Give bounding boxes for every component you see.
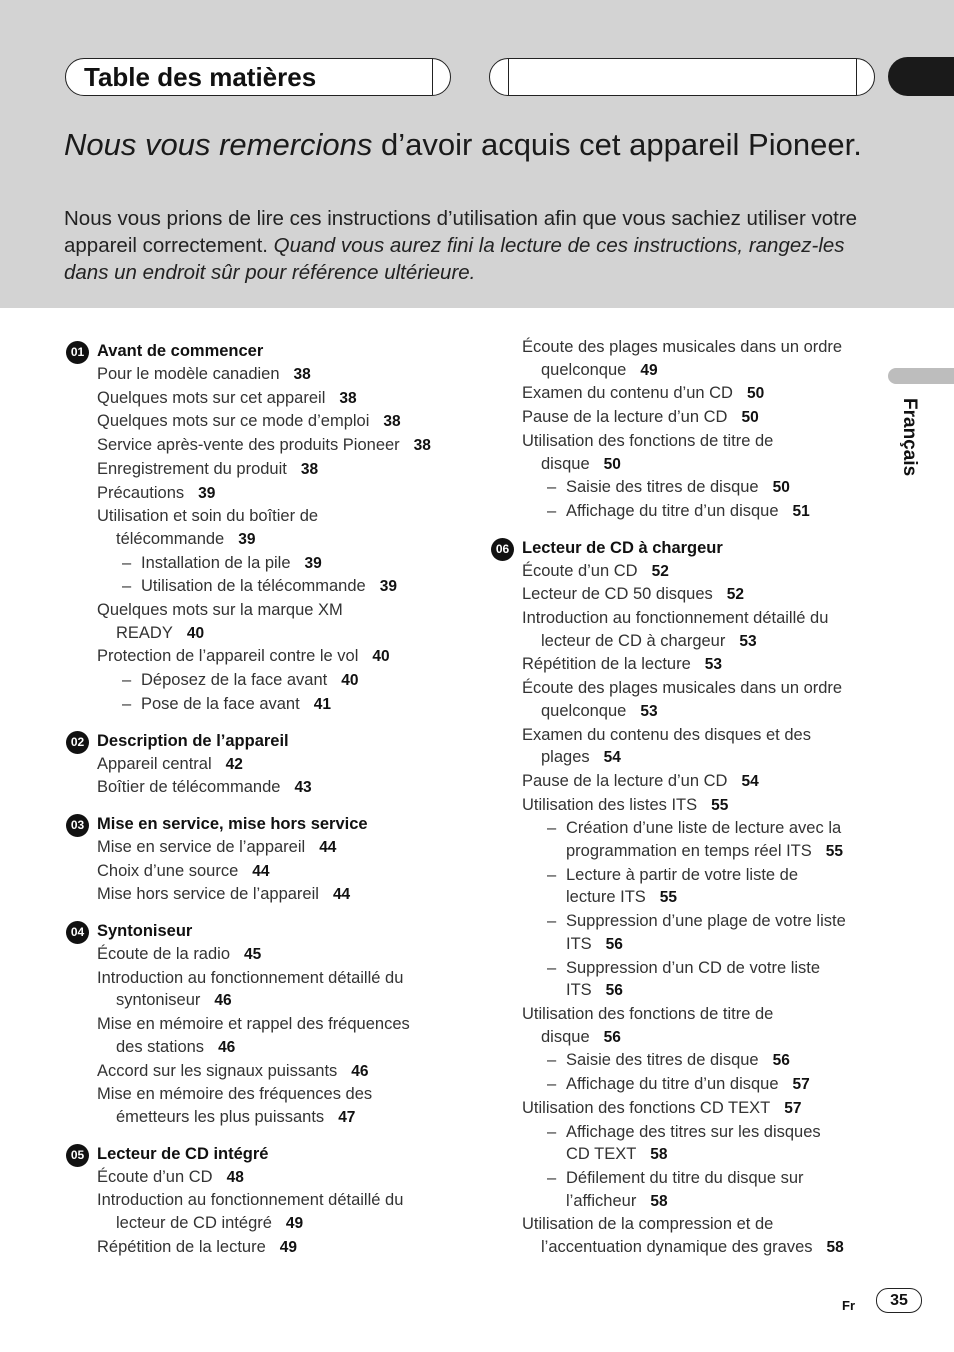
toc-left-column [66, 340, 466, 1273]
toc-entry[interactable] [491, 724, 881, 770]
section-title: Description de l’appareil [97, 731, 289, 750]
entry-continuation-line [522, 700, 881, 724]
entry-text: Création d’une liste de lecture avec la [566, 819, 842, 838]
intro-paragraph [64, 205, 884, 286]
empty-title-box [489, 58, 875, 96]
toc-subentry[interactable] [491, 817, 881, 863]
toc-subentry[interactable] [491, 500, 881, 524]
toc-entry[interactable] [491, 406, 881, 430]
entry-continuation: quelconque [541, 701, 627, 720]
toc-section [66, 813, 466, 907]
toc-entry[interactable] [66, 967, 466, 1013]
entry-text: Répétition de la lecture [522, 655, 691, 674]
entry-continuation: READY [116, 623, 173, 642]
entry-continuation-line [522, 746, 881, 770]
dash-marker: – [547, 501, 557, 520]
entry-body [546, 957, 881, 1003]
entry-text: Utilisation et soin du boîtier de [97, 507, 319, 526]
page-ref: 48 [226, 1168, 244, 1186]
entry-continuation: ITS [566, 981, 592, 1000]
entry-text: Installation de la pile [141, 553, 291, 572]
entry-text: Mise hors service de l’appareil [97, 885, 319, 904]
pill-divider [508, 59, 509, 95]
section-heading[interactable] [66, 813, 466, 836]
page-ref: 38 [300, 460, 319, 478]
toc-entry[interactable] [491, 794, 881, 818]
dash-marker: – [122, 694, 132, 713]
toc-entry[interactable] [66, 753, 466, 777]
toc-entry[interactable] [66, 883, 466, 907]
toc-section [66, 730, 466, 800]
toc-entry[interactable] [66, 860, 466, 884]
entry-text: Mise en mémoire des fréquences des [97, 1085, 373, 1104]
entry-text: Appareil central [97, 754, 212, 773]
entry-continuation: disque [541, 454, 590, 473]
section-number-badge: 02 [66, 731, 89, 754]
toc-entry[interactable] [66, 776, 466, 800]
section-heading[interactable] [66, 730, 466, 753]
entry-body [546, 817, 881, 863]
page-ref: 40 [186, 624, 205, 642]
entry-text: Saisie des titres de disque [566, 1051, 759, 1070]
entry-continuation: des stations [116, 1037, 205, 1056]
entry-continuation-line [97, 528, 466, 552]
page-ref: 49 [285, 1215, 304, 1233]
entry-text: Pour le modèle canadien [97, 365, 280, 383]
entry-continuation: disque [541, 1027, 590, 1046]
page-ref: 40 [372, 648, 390, 666]
page-ref: 44 [332, 886, 351, 904]
toc-entry[interactable] [491, 770, 881, 794]
page-ref: 43 [294, 779, 312, 797]
page-ref: 39 [304, 554, 322, 572]
page-ref: 40 [341, 672, 359, 690]
toc-entry[interactable] [66, 434, 466, 458]
page-ref: 39 [379, 578, 397, 596]
section-heading[interactable] [491, 537, 881, 560]
entry-text: Suppression d’un CD de votre liste [566, 958, 821, 977]
page-ref: 46 [218, 1038, 236, 1056]
section-heading[interactable] [66, 920, 466, 943]
entry-continuation: l’afficheur [566, 1191, 637, 1210]
dash-marker: – [547, 478, 557, 497]
page-ref: 58 [826, 1239, 844, 1257]
entry-continuation: émetteurs les plus puissants [116, 1107, 325, 1126]
toc-entry[interactable] [66, 599, 466, 645]
entry-continuation: quelconque [541, 360, 627, 379]
entry-continuation: programmation en temps réel ITS [566, 842, 812, 861]
headline-rest: d’avoir acquis cet appareil Pioneer. [372, 127, 862, 162]
entry-body [121, 669, 466, 693]
entry-text: Défilement du titre du disque sur [566, 1168, 804, 1187]
entry-continuation-line [97, 622, 466, 646]
entry-body [121, 552, 466, 576]
entry-body [546, 1167, 881, 1213]
toc-section [66, 920, 466, 1130]
page-ref: 50 [741, 409, 759, 427]
entry-text: Introduction au fonctionnement détaillé du [97, 968, 404, 987]
entry-body [546, 910, 881, 956]
toc-entry[interactable] [491, 583, 881, 607]
entry-continuation-line [522, 453, 881, 477]
toc-entry[interactable] [66, 1166, 466, 1190]
page-ref: 50 [603, 455, 621, 473]
page-ref: 50 [746, 385, 765, 403]
section-heading[interactable] [66, 340, 466, 363]
entry-continuation: syntoniseur [116, 991, 201, 1010]
entry-continuation-line [97, 1106, 466, 1130]
entry-body [546, 1049, 881, 1073]
toc-entry[interactable] [491, 677, 881, 723]
entry-text: Quelques mots sur cet appareil [97, 388, 326, 407]
page-ref: 42 [225, 755, 243, 773]
section-number-badge: 01 [66, 341, 89, 364]
entry-text: Affichage des titres sur les disques [566, 1122, 821, 1141]
entry-text: Pause de la lecture d’un CD [522, 408, 728, 427]
toc-section [491, 336, 881, 524]
entry-text: Écoute de la radio [97, 945, 231, 964]
page-ref: 57 [784, 1099, 802, 1117]
section-title: Lecteur de CD intégré [97, 1144, 269, 1163]
dash-marker: – [547, 958, 557, 977]
toc-subentry[interactable] [66, 552, 466, 576]
entry-text: Boîtier de télécommande [97, 778, 281, 797]
toc-subentry[interactable] [66, 693, 466, 717]
entry-text: Utilisation de la télécommande [141, 577, 366, 596]
entry-text: Écoute des plages musicales dans un ordre [522, 338, 843, 356]
entry-text: Protection de l’appareil contre le vol [97, 647, 359, 666]
section-number-badge: 03 [66, 814, 89, 837]
toc-right-column [491, 336, 881, 1273]
toc-subentry[interactable] [491, 1167, 881, 1213]
intro-plain: Nous vous prions de lire ces instructions d’utilisation afin que vous sachiez utiliser votre appareil correctement. [64, 207, 858, 257]
entry-continuation-line [97, 1036, 466, 1060]
section-number-badge: 04 [66, 921, 89, 944]
section-title: Syntoniseur [97, 922, 193, 941]
toc-entry[interactable] [491, 1003, 881, 1049]
toc-entry[interactable] [491, 430, 881, 476]
entry-text: Saisie des titres de disque [566, 478, 759, 497]
entry-text: Quelques mots sur la marque XM [97, 601, 343, 620]
dash-marker: – [547, 819, 557, 838]
page-ref: 56 [605, 935, 623, 953]
page-ref: 38 [413, 437, 431, 455]
entry-continuation: lecture ITS [566, 888, 646, 907]
page-ref: 54 [603, 749, 621, 767]
entry-text: Écoute d’un CD [522, 561, 638, 580]
toc-entry[interactable] [66, 387, 466, 411]
entry-text: Déposez de la face avant [141, 671, 328, 690]
toc-subentry[interactable] [491, 476, 881, 500]
toc-entry[interactable] [66, 1060, 466, 1084]
toc-subentry[interactable] [491, 1073, 881, 1097]
section-number-badge: 05 [66, 1144, 89, 1167]
toc-entry[interactable] [491, 653, 881, 677]
page-ref: 53 [739, 632, 757, 650]
page-ref: 55 [659, 889, 678, 907]
entry-text: Quelques mots sur ce mode d’emploi [97, 412, 370, 431]
page-ref: 38 [339, 389, 357, 407]
toc-entry[interactable] [66, 410, 466, 434]
toc-entry[interactable] [491, 607, 881, 653]
toc-subentry[interactable] [491, 1121, 881, 1167]
page-ref: 52 [651, 562, 669, 580]
dash-marker: – [547, 1122, 557, 1141]
entry-text: Écoute d’un CD [97, 1167, 213, 1186]
entry-text: Répétition de la lecture [97, 1237, 266, 1256]
page-ref: 53 [640, 702, 658, 720]
page-ref: 51 [792, 502, 810, 520]
page-ref: 53 [704, 656, 723, 674]
section-title: Lecteur de CD à chargeur [522, 538, 723, 557]
dash-marker: – [547, 1075, 557, 1094]
page-ref: 55 [711, 796, 729, 814]
entry-text: Écoute des plages musicales dans un ordre [522, 679, 843, 698]
page-ref: 39 [238, 530, 256, 548]
page-ref: 45 [244, 946, 262, 964]
entry-text: Utilisation de la compression et de [522, 1215, 774, 1234]
toc-section [491, 537, 881, 1260]
entry-body [546, 1121, 881, 1167]
entry-text: Lecteur de CD 50 disques [522, 585, 713, 604]
entry-text: Pose de la face avant [141, 694, 300, 713]
toc-entry[interactable] [66, 943, 466, 967]
dash-marker: – [122, 553, 132, 572]
entry-text: Examen du contenu d’un CD [522, 384, 733, 403]
toc-entry[interactable] [66, 482, 466, 506]
page-ref: 49 [640, 361, 658, 379]
language-tab-marker [888, 368, 954, 384]
dash-marker: – [547, 865, 557, 884]
page-ref: 58 [650, 1146, 668, 1164]
page-ref: 47 [338, 1108, 356, 1126]
toc-entry[interactable] [66, 363, 466, 387]
page-ref: 54 [741, 772, 759, 790]
entry-body [546, 500, 881, 524]
pill-divider [432, 59, 433, 95]
footer-language: Fr [842, 1298, 855, 1313]
page-ref: 46 [351, 1062, 369, 1080]
entry-text: Utilisation des fonctions de titre de [522, 431, 774, 450]
entry-body [546, 864, 881, 910]
toc-subentry[interactable] [491, 864, 881, 910]
pill-divider [856, 59, 857, 95]
page-ref: 46 [214, 992, 232, 1010]
entry-text: Mise en service de l’appareil [97, 837, 306, 856]
page-ref: 41 [313, 695, 331, 713]
entry-text: Introduction au fonctionnement détaillé du [522, 609, 829, 628]
toc-entry[interactable] [66, 458, 466, 482]
entry-text: Mise en mémoire et rappel des fréquences [97, 1015, 410, 1034]
entry-body [546, 1073, 881, 1097]
entry-continuation: lecteur de CD à chargeur [541, 631, 726, 650]
entry-continuation: CD TEXT [566, 1145, 637, 1164]
page-ref: 38 [383, 413, 401, 431]
section-tab-marker [888, 57, 954, 96]
intro-italic: Quand vous aurez fini la lecture de ces instructions, rangez-les dans un endroit sûr pour référence ultérieure. [64, 234, 845, 284]
dash-marker: – [122, 671, 132, 690]
entry-continuation-line [97, 1212, 466, 1236]
entry-text: Accord sur les signaux puissants [97, 1061, 338, 1080]
toc-entry[interactable] [66, 836, 466, 860]
entry-continuation: l’accentuation dynamique des graves [541, 1238, 813, 1257]
toc-entry[interactable] [491, 560, 881, 584]
toc-entry[interactable] [66, 1189, 466, 1235]
entry-continuation: plages [541, 748, 590, 767]
page-ref: 44 [319, 838, 337, 856]
dash-marker: – [547, 1168, 557, 1187]
dash-marker: – [122, 577, 132, 596]
entry-text: Examen du contenu des disques et des [522, 725, 811, 744]
page-ref: 39 [198, 484, 216, 502]
entry-text: Pause de la lecture d’un CD [522, 771, 728, 790]
entry-continuation-line [522, 1026, 881, 1050]
section-title: Mise en service, mise hors service [97, 814, 368, 833]
toc-entry[interactable] [491, 1097, 881, 1121]
toc-subentry[interactable] [491, 957, 881, 1003]
section-heading[interactable] [66, 1143, 466, 1166]
entry-continuation-line [97, 989, 466, 1013]
entry-text: Utilisation des listes ITS [522, 795, 698, 814]
page-ref: 56 [605, 982, 623, 1000]
page-ref: 52 [726, 586, 745, 604]
entry-text: Service après-vente des produits Pioneer [97, 436, 400, 455]
page-ref: 44 [252, 862, 270, 880]
entry-text: Choix d’une source [97, 861, 239, 880]
toc-subentry[interactable] [491, 910, 881, 956]
entry-text: Enregistrement du produit [97, 459, 287, 478]
entry-continuation-line [522, 359, 881, 383]
toc-entry[interactable] [66, 505, 466, 551]
toc-entry[interactable] [66, 645, 466, 669]
entry-text: Précautions [97, 483, 185, 502]
entry-continuation: télécommande [116, 529, 225, 548]
page-ref: 57 [792, 1076, 810, 1094]
section-number-badge: 06 [491, 538, 514, 561]
toc-title: Table des matières [84, 62, 317, 92]
headline [64, 128, 904, 161]
entry-continuation-line [522, 1236, 881, 1260]
entry-text: Utilisation des fonctions CD TEXT [522, 1098, 771, 1117]
section-title: Avant de commencer [97, 342, 264, 360]
entry-text: Utilisation des fonctions de titre de [522, 1004, 774, 1023]
entry-continuation: lecteur de CD intégré [116, 1214, 272, 1233]
entry-body [546, 476, 881, 500]
page-ref: 50 [772, 479, 790, 497]
headline-italic: Nous vous remercions [64, 127, 373, 162]
page-ref: 38 [293, 366, 311, 383]
toc-entry[interactable] [66, 1236, 466, 1260]
page-ref: 56 [603, 1028, 621, 1046]
entry-text: Affichage du titre d’un disque [566, 1075, 779, 1094]
toc-entry[interactable] [491, 1213, 881, 1259]
entry-continuation: ITS [566, 934, 592, 953]
entry-text: Affichage du titre d’un disque [566, 501, 779, 520]
entry-continuation-line [522, 630, 881, 654]
dash-marker: – [547, 1051, 557, 1070]
toc-section [66, 340, 466, 717]
toc-section [66, 1143, 466, 1260]
page-number: 35 [876, 1288, 922, 1313]
page-ref: 58 [650, 1192, 668, 1210]
toc-entry[interactable] [491, 336, 881, 382]
entry-body [121, 693, 466, 717]
toc-title-box [65, 58, 451, 96]
language-label: Français [899, 398, 920, 477]
toc-subentry[interactable] [66, 669, 466, 693]
entry-text: Introduction au fonctionnement détaillé du [97, 1191, 404, 1210]
dash-marker: – [547, 912, 557, 931]
toc-subentry[interactable] [491, 1049, 881, 1073]
entry-body [121, 575, 466, 599]
page-ref: 56 [772, 1052, 790, 1070]
entry-text: Lecture à partir de votre liste de [566, 865, 799, 884]
toc-subentry[interactable] [66, 575, 466, 599]
page-ref: 55 [825, 843, 844, 861]
entry-text: Suppression d’une plage de votre liste [566, 912, 846, 931]
toc-entry[interactable] [66, 1083, 466, 1129]
toc-entry[interactable] [491, 382, 881, 406]
toc-entry[interactable] [66, 1013, 466, 1059]
page-ref: 49 [279, 1238, 298, 1256]
